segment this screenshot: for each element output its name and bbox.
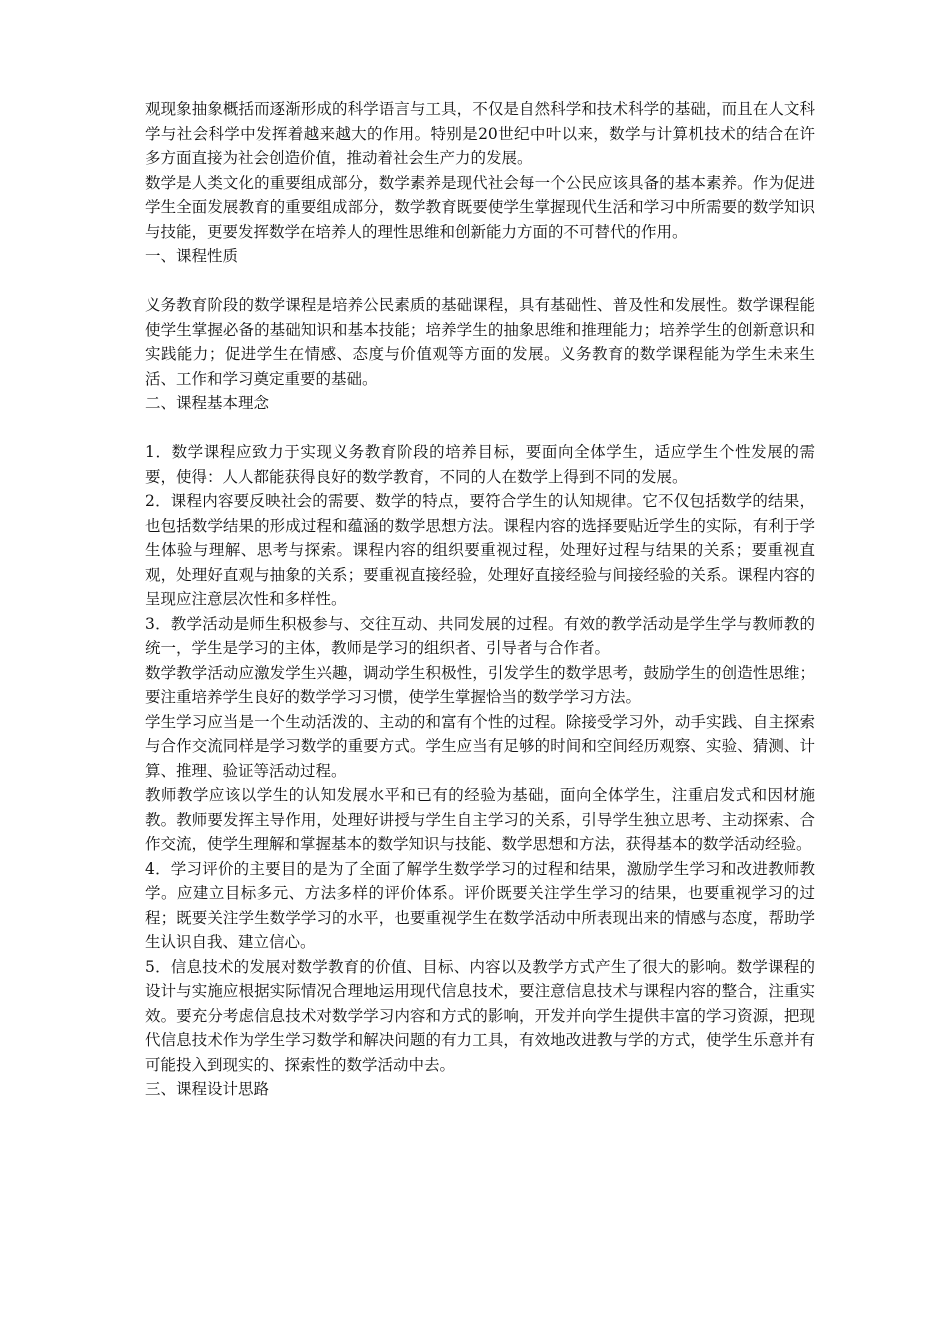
paragraph-concept-1: 1．数学课程应致力于实现义务教育阶段的培养目标，要面向全体学生，适应学生个性发展的需要，使得：人人都能获得良好的数学教育，不同的人在数学上得到不同的发展。 bbox=[145, 443, 815, 486]
section-heading-basic-concepts: 二、课程基本理念 bbox=[145, 394, 270, 412]
paragraph-teacher-teaching: 教师教学应该以学生的认知发展水平和已有的经验为基础，面向全体学生，注重启发式和因材施教。教师要发挥主导作用，处理好讲授与学生自主学习的关系，引导学生独立思考、主动探索、合作交流，使学生理解和掌握基本的数学知识与技能、数学思想和方法，获得基本的数学活动经验。 bbox=[145, 786, 815, 853]
document-body bbox=[145, 97, 815, 1102]
section-heading-design-ideas: 三、课程设计思路 bbox=[145, 1080, 270, 1098]
paragraph-math-literacy: 数学是人类文化的重要组成部分，数学素养是现代社会每一个公民应该具备的基本素养。作为促进学生全面发展教育的重要组成部分，数学教育既要使学生掌握现代生活和学习中所需要的数学知识与技能，更要发挥数学在培养人的理性思维和创新能力方面的不可替代的作用。 bbox=[145, 173, 815, 241]
section-heading-course-nature: 一、课程性质 bbox=[145, 247, 239, 265]
paragraph-course-nature: 义务教育阶段的数学课程是培养公民素质的基础课程，具有基础性、普及性和发展性。数学课程能使学生掌握必备的基础知识和基本技能；培养学生的抽象思维和推理能力；培养学生的创新意识和实践能力；促进学生在情感、态度与价值观等方面的发展。义务教育的数学课程能为学生未来生活、工作和学习奠定重要的基础。 bbox=[145, 296, 815, 388]
paragraph-concept-2: 2．课程内容要反映社会的需要、数学的特点，要符合学生的认知规律。它不仅包括数学的结果，也包括数学结果的形成过程和蕴涵的数学思想方法。课程内容的选择要贴近学生的实际，有利于学生体验与理解、思考与探索。课程内容的组织要重视过程，处理好过程与结果的关系；要重视直观，处理好直观与抽象的关系；要重视直接经验，处理好直接经验与间接经验的关系。课程内容的呈现应注意层次性和多样性。 bbox=[145, 492, 815, 608]
paragraph-teaching-activity: 数学教学活动应激发学生兴趣，调动学生积极性，引发学生的数学思考，鼓励学生的创造性思维；要注重培养学生良好的数学学习习惯，使学生掌握恰当的数学学习方法。 bbox=[145, 663, 815, 706]
paragraph-concept-3: 3．教学活动是师生积极参与、交往互动、共同发展的过程。有效的教学活动是学生学与教师教的统一，学生是学习的主体，教师是学习的组织者、引导者与合作者。 bbox=[145, 614, 815, 657]
blank-line bbox=[145, 416, 815, 441]
paragraph-intro-continued: 观现象抽象概括而逐渐形成的科学语言与工具，不仅是自然科学和技术科学的基础，而且在人文科学与社会科学中发挥着越来越大的作用。特别是20世纪中叶以来，数学与计算机技术的结合在许多方面直接为社会创造价值，推动着社会生产力的发展。 bbox=[145, 100, 815, 167]
paragraph-concept-5: 5．信息技术的发展对数学教育的价值、目标、内容以及教学方式产生了很大的影响。数学课程的设计与实施应根据实际情况合理地运用现代信息技术，要注意信息技术与课程内容的整合，注重实效。要充分考虑信息技术对数学学习内容和方式的影响，开发并向学生提供丰富的学习资源，把现代信息技术作为学生学习数学和解决问题的有力工具，有效地改进教与学的方式，使学生乐意并有可能投入到现实的、探索性的数学活动中去。 bbox=[145, 957, 815, 1074]
blank-line bbox=[145, 269, 815, 294]
paragraph-concept-4: 4．学习评价的主要目的是为了全面了解学生数学学习的过程和结果，激励学生学习和改进教师教学。应建立目标多元、方法多样的评价体系。评价既要关注学生学习的结果，也要重视学习的过程；既要关注学生数学学习的水平，也要重视学生在数学活动中所表现出来的情感与态度，帮助学生认识自我、建立信心。 bbox=[145, 859, 815, 951]
paragraph-student-learning: 学生学习应当是一个生动活泼的、主动的和富有个性的过程。除接受学习外，动手实践、自主探索与合作交流同样是学习数学的重要方式。学生应当有足够的时间和空间经历观察、实验、猜测、计算、推理、验证等活动过程。 bbox=[145, 712, 815, 780]
